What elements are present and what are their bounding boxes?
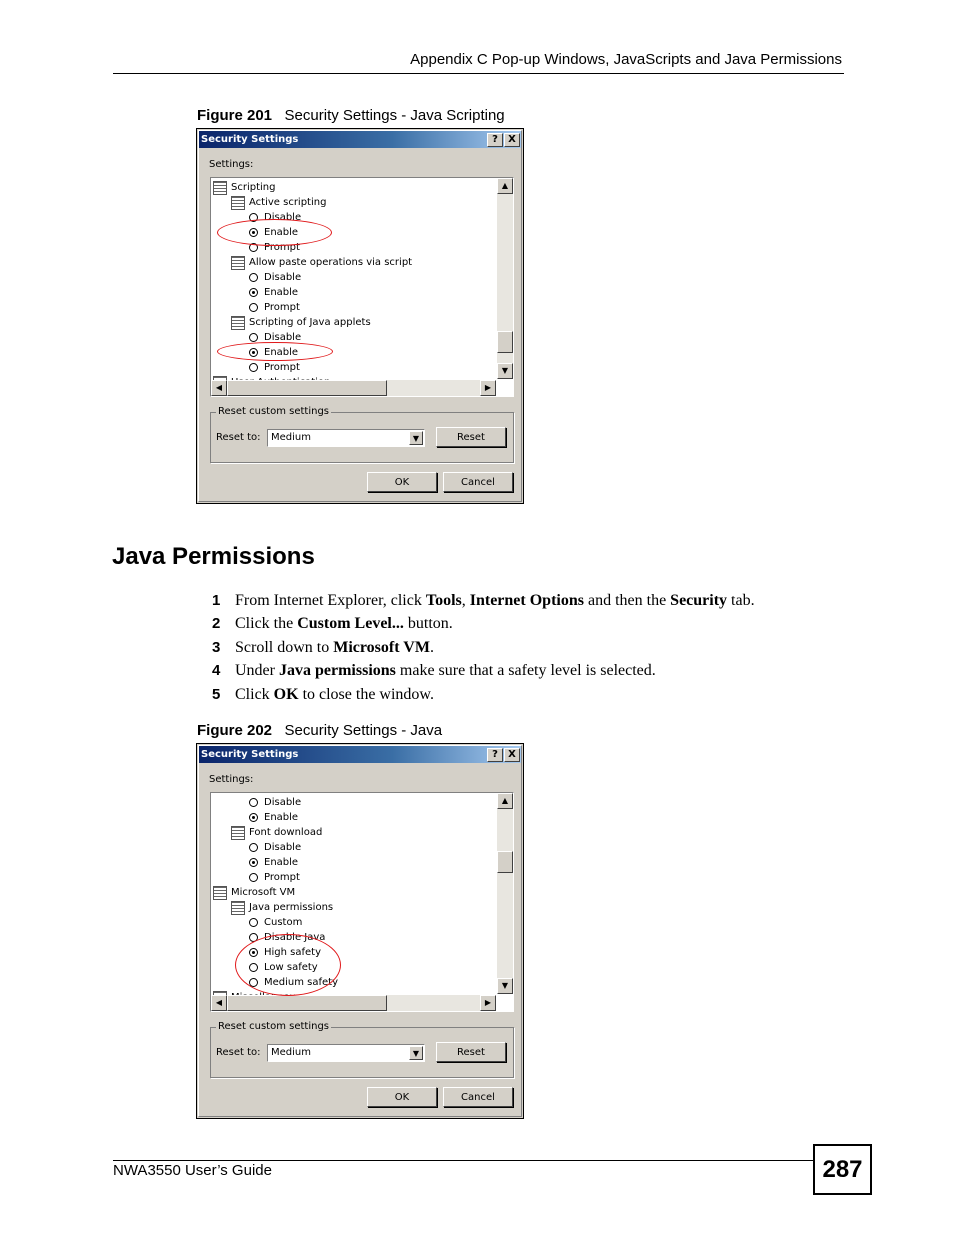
settings-label: Settings: <box>209 774 254 785</box>
radio-button[interactable] <box>249 813 258 822</box>
settings-listbox[interactable] <box>210 792 514 1012</box>
setting-label: Microsoft VM <box>231 887 296 898</box>
step-number: 3 <box>212 638 221 656</box>
step-text-part: Under <box>235 662 279 680</box>
settings-list <box>211 178 496 379</box>
horizontal-scrollbar[interactable] <box>211 995 496 1011</box>
chevron-down-icon[interactable]: ▼ <box>409 1046 423 1060</box>
reset-level-value: Medium <box>271 1047 311 1058</box>
setting-label: Custom <box>264 917 303 928</box>
step-text-part: Click the <box>235 615 298 633</box>
setting-option[interactable] <box>249 345 298 360</box>
reset-group <box>210 406 514 463</box>
page-number: 287 <box>813 1144 872 1195</box>
setting-label: Medium safety <box>264 977 339 988</box>
setting-option[interactable] <box>249 795 301 810</box>
step-text <box>235 612 453 635</box>
step-item <box>212 659 755 682</box>
setting-label: Low safety <box>264 962 318 973</box>
cancel-button[interactable]: Cancel <box>443 472 513 492</box>
setting-label: Disable <box>264 212 302 223</box>
setting-label: Enable <box>264 857 299 868</box>
setting-category <box>231 195 326 210</box>
setting-option[interactable] <box>249 810 298 825</box>
setting-option[interactable] <box>249 915 302 930</box>
scroll-up-button[interactable]: ▲ <box>497 178 513 194</box>
horizontal-thumb[interactable] <box>227 380 387 396</box>
setting-option[interactable] <box>249 360 300 375</box>
reset-to-label: Reset to: <box>216 1047 261 1058</box>
setting-label: Prompt <box>264 242 300 253</box>
chevron-down-icon[interactable]: ▼ <box>409 431 423 445</box>
setting-label: Active scripting <box>249 197 327 208</box>
setting-category <box>213 180 275 195</box>
step-text-part: , <box>461 592 470 609</box>
setting-option[interactable] <box>249 855 298 870</box>
radio-button[interactable] <box>249 978 258 987</box>
vertical-scrollbar[interactable] <box>497 178 513 379</box>
settings-page-icon <box>231 196 245 210</box>
guide-name: NWA3550 User’s Guide <box>113 1162 272 1179</box>
setting-label: Disable <box>264 272 302 283</box>
reset-button[interactable]: Reset <box>436 1042 506 1062</box>
settings-folder-icon <box>213 181 227 195</box>
step-text-part: From Internet Explorer, click <box>235 592 426 609</box>
step-item <box>212 589 755 612</box>
step-text <box>235 589 755 612</box>
figure-201-label: Figure 201 <box>197 107 273 124</box>
settings-label: Settings: <box>209 159 254 170</box>
dialog-title: Security Settings <box>201 134 299 145</box>
step-item <box>212 612 755 635</box>
scroll-left-button[interactable]: ◀ <box>211 995 227 1011</box>
setting-label: Prompt <box>264 362 300 373</box>
reset-group-label: Reset custom settings <box>218 1021 329 1032</box>
section-title: Java Permissions <box>112 543 315 570</box>
dialog-title: Security Settings <box>201 749 299 760</box>
setting-option[interactable] <box>249 930 325 945</box>
setting-option[interactable] <box>249 945 321 960</box>
settings-page-icon <box>231 826 245 840</box>
setting-option[interactable] <box>249 870 300 885</box>
step-keyword: Microsoft VM <box>333 638 430 656</box>
settings-page-icon <box>231 256 245 270</box>
reset-to-label: Reset to: <box>216 432 261 443</box>
running-header: Appendix C Pop-up Windows, JavaScripts and Java Permissions <box>410 51 842 68</box>
radio-button[interactable] <box>249 858 258 867</box>
step-text-part: Scroll down to <box>235 638 334 656</box>
setting-label: Font download <box>249 827 323 838</box>
radio-button[interactable] <box>249 798 258 807</box>
radio-button[interactable] <box>249 918 258 927</box>
setting-label: Scripting <box>231 182 276 193</box>
setting-label: Enable <box>264 287 299 298</box>
scroll-left-button[interactable]: ◀ <box>211 380 227 396</box>
radio-button[interactable] <box>249 948 258 957</box>
setting-label: Enable <box>264 812 299 823</box>
setting-label: Disable <box>264 797 302 808</box>
step-keyword: Internet Options <box>469 592 584 609</box>
settings-page-icon <box>231 901 245 915</box>
radio-button[interactable] <box>249 273 258 282</box>
radio-button[interactable] <box>249 228 258 237</box>
settings-page-icon <box>231 316 245 330</box>
vertical-scrollbar[interactable] <box>497 793 513 994</box>
scroll-right-button[interactable]: ▶ <box>480 380 496 396</box>
scroll-up-button[interactable]: ▲ <box>497 793 513 809</box>
reset-group-label: Reset custom settings <box>218 406 329 417</box>
setting-option[interactable] <box>249 285 298 300</box>
setting-category <box>231 825 322 840</box>
setting-label: Java permissions <box>249 902 334 913</box>
cancel-button[interactable]: Cancel <box>443 1087 513 1107</box>
setting-option[interactable] <box>249 210 301 225</box>
footer-rule <box>113 1160 813 1161</box>
step-text <box>235 659 656 682</box>
radio-button[interactable] <box>249 333 258 342</box>
setting-label: High safety <box>264 947 322 958</box>
radio-button[interactable] <box>249 213 258 222</box>
help-button[interactable]: ? <box>487 748 503 762</box>
step-item <box>212 683 755 706</box>
reset-level-select[interactable] <box>267 1044 425 1062</box>
step-text <box>235 683 434 706</box>
step-number: 2 <box>212 615 221 633</box>
step-text-part: tab. <box>727 592 755 609</box>
step-keyword: Tools <box>425 592 462 609</box>
step-text-part: Click <box>235 685 274 703</box>
step-keyword: OK <box>273 685 299 703</box>
figure-202-label: Figure 202 <box>197 722 273 739</box>
setting-category <box>231 255 412 270</box>
radio-button[interactable] <box>249 843 258 852</box>
scroll-right-button[interactable]: ▶ <box>480 995 496 1011</box>
setting-option[interactable] <box>249 270 301 285</box>
reset-level-select[interactable] <box>267 429 425 447</box>
scroll-thumb[interactable] <box>497 331 513 353</box>
dialog-titlebar <box>199 746 521 763</box>
radio-button[interactable] <box>249 303 258 312</box>
step-text-part: to close the window. <box>298 685 434 703</box>
setting-option[interactable] <box>249 330 301 345</box>
dialog-titlebar <box>199 131 521 148</box>
setting-label: Prompt <box>264 872 300 883</box>
settings-folder-icon <box>213 886 227 900</box>
steps-list <box>212 589 755 706</box>
setting-category <box>231 900 333 915</box>
step-keyword: Java permissions <box>278 662 396 680</box>
setting-option[interactable] <box>249 960 318 975</box>
setting-label: Enable <box>264 347 299 358</box>
setting-label: Enable <box>264 227 299 238</box>
scroll-down-button[interactable]: ▼ <box>497 363 513 379</box>
setting-label: Disable <box>264 332 302 343</box>
setting-option[interactable] <box>249 225 298 240</box>
figure-201-text: Security Settings - Java Scripting <box>284 107 505 124</box>
setting-label: Prompt <box>264 302 300 313</box>
setting-label: Allow paste operations via script <box>249 257 413 268</box>
step-keyword: Security <box>670 592 728 609</box>
settings-list <box>211 793 496 994</box>
figure-202-caption <box>197 722 442 739</box>
radio-button[interactable] <box>249 348 258 357</box>
settings-listbox[interactable] <box>210 177 514 397</box>
figure-201-caption <box>197 107 505 124</box>
security-settings-dialog-1 <box>196 128 524 504</box>
step-text-part: button. <box>403 615 453 633</box>
step-number: 5 <box>212 685 221 703</box>
step-text-part: and then the <box>583 592 671 609</box>
horizontal-scrollbar[interactable] <box>211 380 496 396</box>
close-button[interactable]: X <box>504 748 520 762</box>
radio-button[interactable] <box>249 243 258 252</box>
ok-button[interactable]: OK <box>367 1087 437 1107</box>
setting-category <box>213 885 295 900</box>
ok-button[interactable]: OK <box>367 472 437 492</box>
step-text <box>235 636 434 659</box>
setting-category <box>231 315 371 330</box>
step-keyword: Custom Level... <box>297 615 404 633</box>
close-button[interactable]: X <box>504 133 520 147</box>
setting-option[interactable] <box>249 840 301 855</box>
figure-202-text: Security Settings - Java <box>284 722 443 739</box>
reset-level-value: Medium <box>271 432 311 443</box>
radio-button[interactable] <box>249 933 258 942</box>
step-number: 4 <box>212 662 221 680</box>
step-text-part: . <box>429 638 434 656</box>
setting-label: Scripting of Java applets <box>249 317 371 328</box>
horizontal-thumb[interactable] <box>227 995 387 1011</box>
security-settings-dialog-2 <box>196 743 524 1119</box>
setting-label: Disable Java <box>264 932 326 943</box>
radio-button[interactable] <box>249 963 258 972</box>
header-rule <box>113 73 844 74</box>
setting-option[interactable] <box>249 240 300 255</box>
radio-button[interactable] <box>249 288 258 297</box>
help-button[interactable]: ? <box>487 133 503 147</box>
setting-label: Disable <box>264 842 302 853</box>
scroll-thumb[interactable] <box>497 851 513 873</box>
radio-button[interactable] <box>249 873 258 882</box>
scroll-down-button[interactable]: ▼ <box>497 978 513 994</box>
step-text-part: make sure that a safety level is selected. <box>395 662 656 680</box>
radio-button[interactable] <box>249 363 258 372</box>
step-item <box>212 636 755 659</box>
reset-button[interactable]: Reset <box>436 427 506 447</box>
setting-option[interactable] <box>249 300 300 315</box>
step-number: 1 <box>212 592 221 609</box>
setting-option[interactable] <box>249 975 338 990</box>
reset-group <box>210 1021 514 1078</box>
